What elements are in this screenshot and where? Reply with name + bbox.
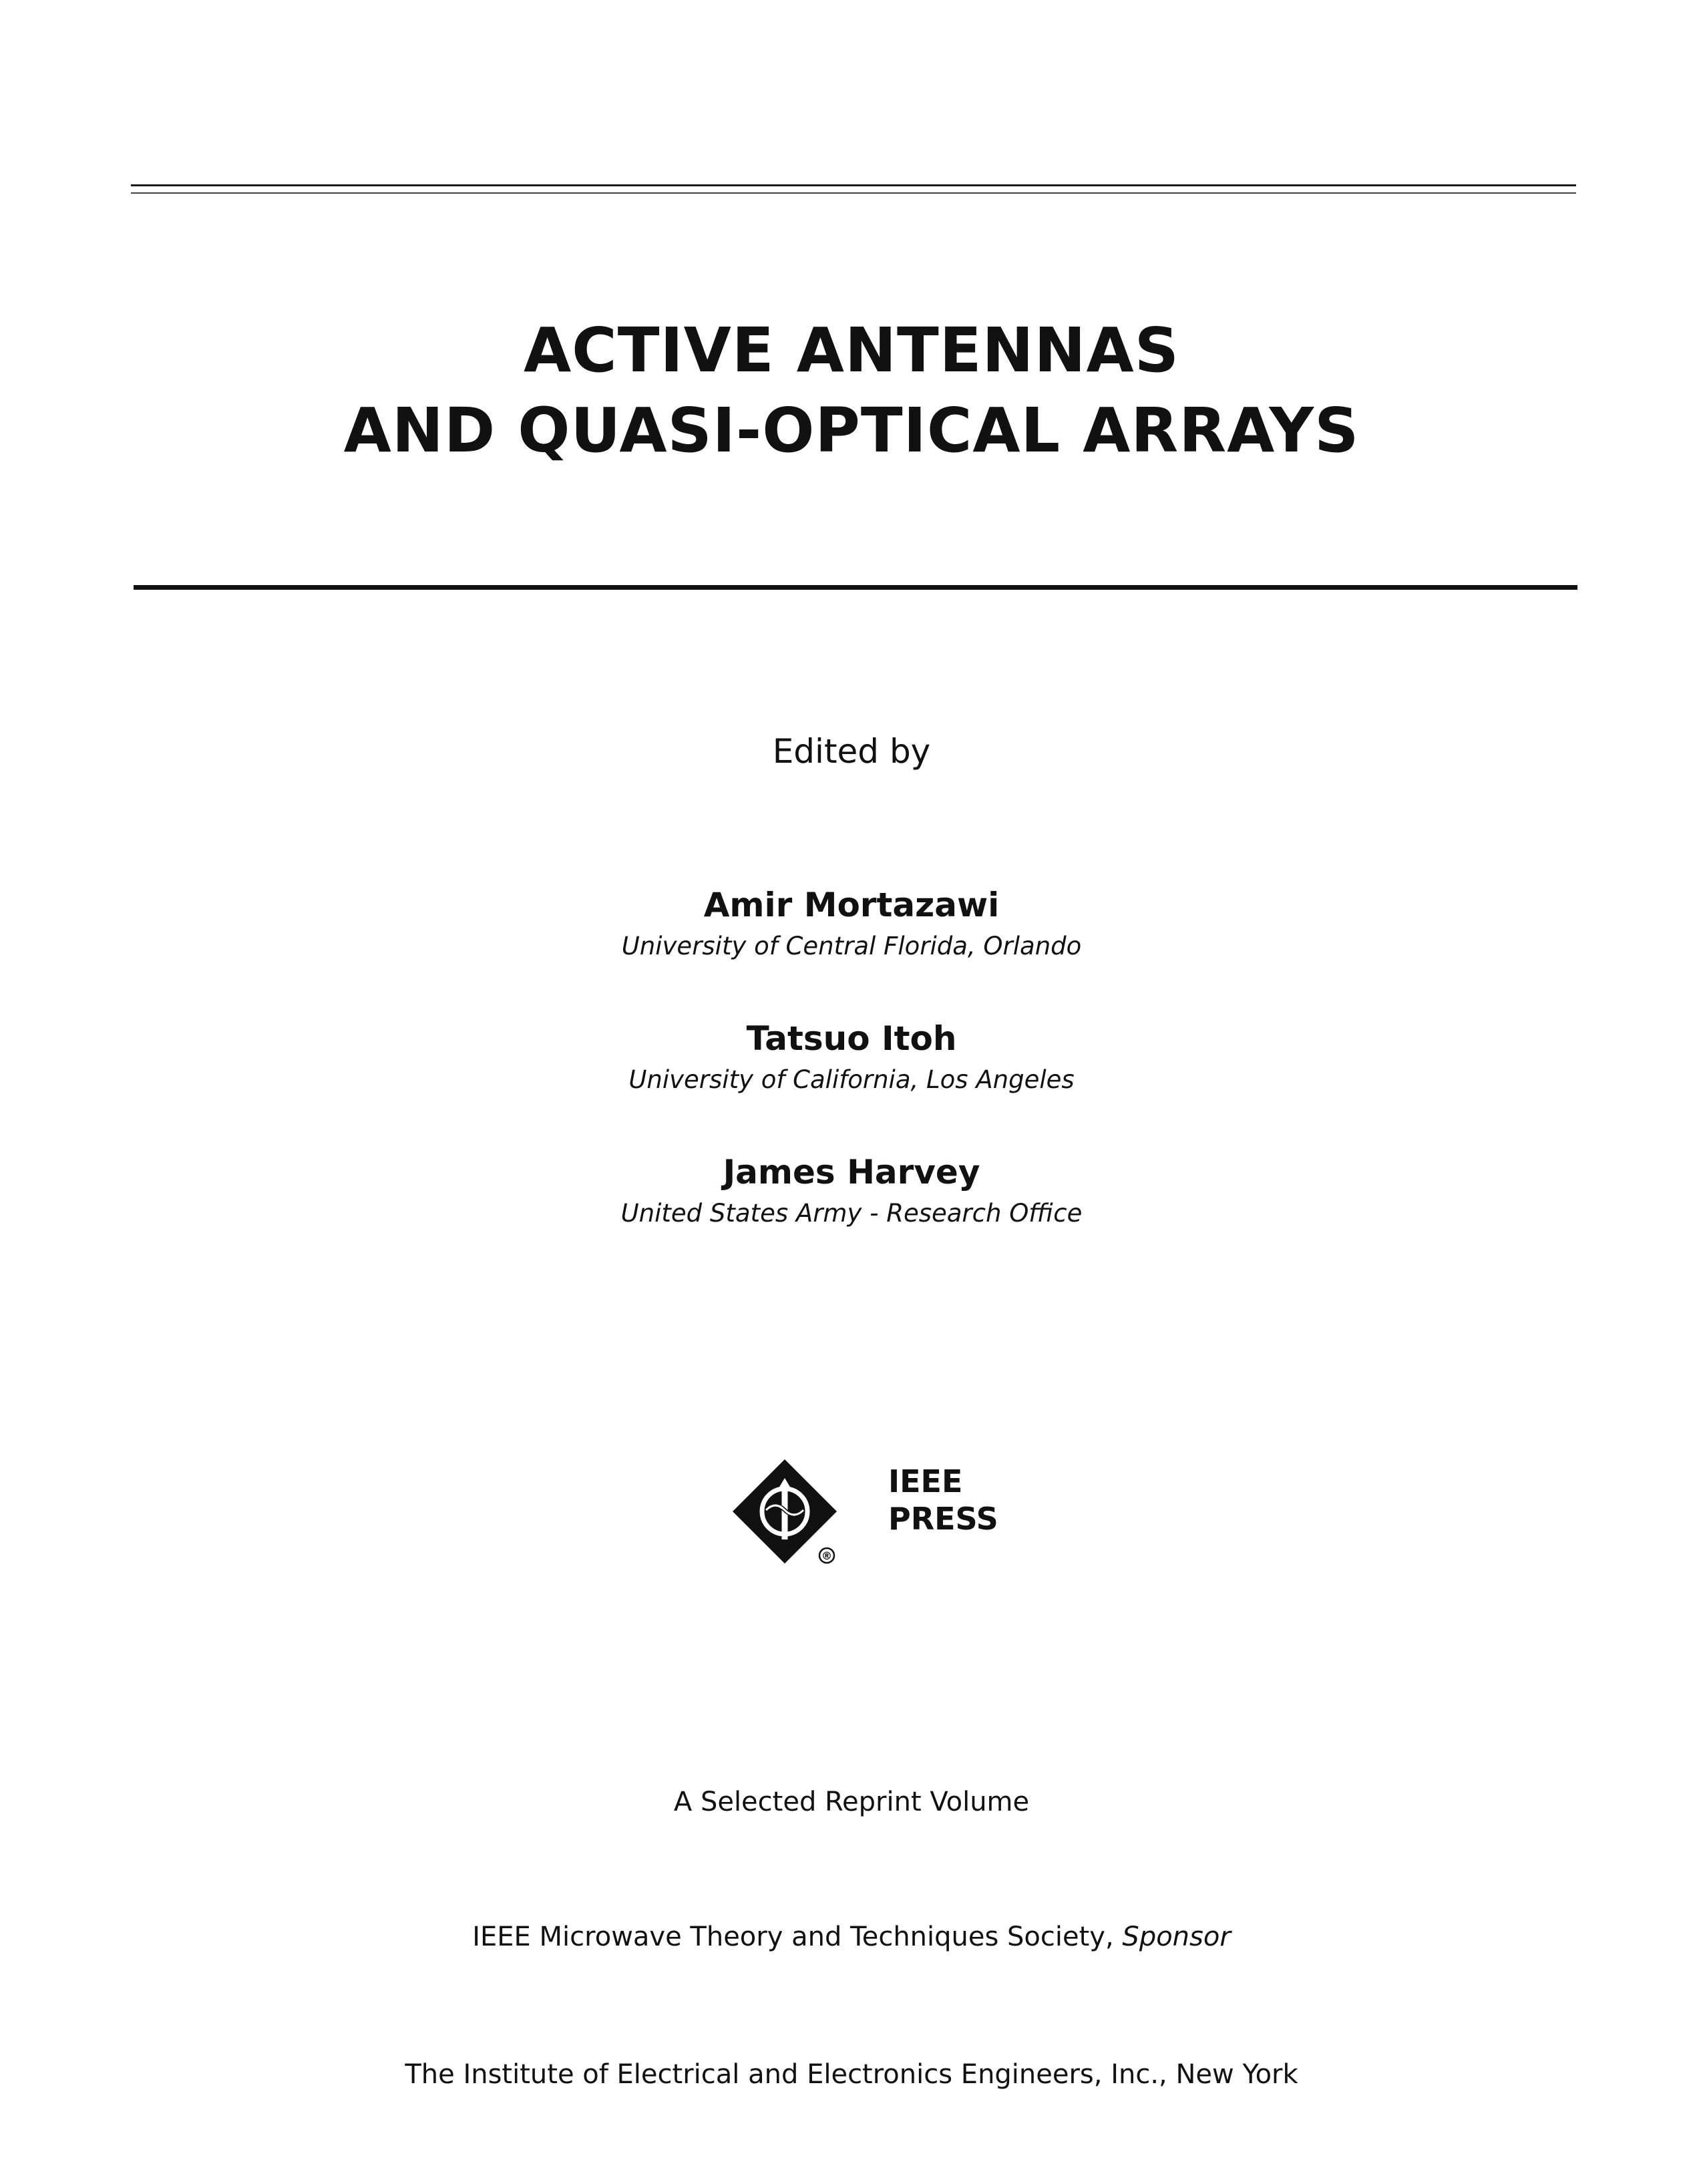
top-rule <box>131 184 1576 186</box>
sponsor-organization: IEEE Microwave Theory and Techniques Society, <box>472 1922 1114 1952</box>
title-line-1: ACTIVE ANTENNAS <box>523 315 1180 386</box>
editor-affiliation: United States Army - Research Office <box>620 1199 1083 1228</box>
institute-line: The Institute of Electrical and Electronics Engineers, Inc., New York <box>405 2059 1298 2090</box>
logo-line-ieee: IEEE <box>888 1463 963 1499</box>
ieee-press-wordmark <box>888 1463 998 1537</box>
reprint-label: A Selected Reprint Volume <box>673 1787 1030 1817</box>
editor-affiliation: University of California, Los Angeles <box>628 1065 1075 1094</box>
ieee-diamond-logo-icon <box>731 1453 848 1573</box>
sponsor-role: Sponsor <box>1122 1922 1231 1952</box>
top-rule-thin <box>131 192 1576 194</box>
editor-name: James Harvey <box>723 1153 980 1192</box>
title-line-2: AND QUASI-OPTICAL ARRAYS <box>343 395 1360 466</box>
editor-name: Tatsuo Itoh <box>746 1019 957 1058</box>
sponsor-line <box>0 1918 1703 1956</box>
edited-by-label: Edited by <box>772 732 931 771</box>
title-rule <box>134 585 1577 590</box>
logo-line-press: PRESS <box>888 1501 998 1537</box>
editor-name: Amir Mortazawi <box>703 886 1000 924</box>
registered-mark: ® <box>821 1550 832 1562</box>
editor-affiliation: University of Central Florida, Orlando <box>621 932 1082 960</box>
